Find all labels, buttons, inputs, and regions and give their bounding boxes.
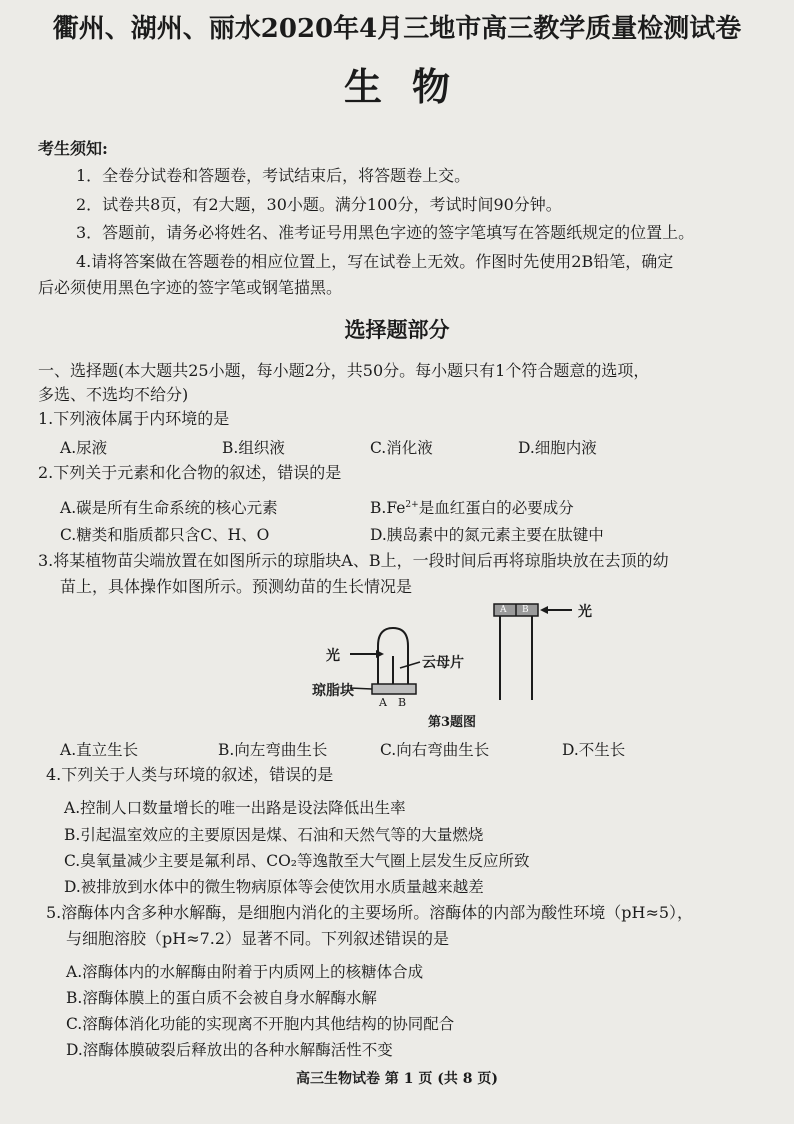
q1-option-d: D.细胞内液 [518,439,597,457]
q5-option-a: A.溶酶体内的水解酶由附着于内质网上的核糖体合成 [66,963,424,981]
fig-light-left: 光 [326,648,340,664]
q2-option-b-post: 是血红蛋白的必要成分 [418,499,574,517]
fig-caption: 第3题图 [428,715,477,730]
fig-label-b: B [398,696,407,709]
q3-stem-1: 3.将某植物苗尖端放置在如图所示的琼脂块A、B上，一段时间后再将琼脂块放在去顶的幼 [38,551,669,570]
q2-option-a: A.碳是所有生命系统的核心元素 [60,499,278,517]
q3-stem-2: 苗上，具体操作如图所示。预测幼苗的生长情况是 [60,577,413,596]
q3-option-b: B.向左弯曲生长 [218,741,328,759]
q3-option-a: A.直立生长 [60,741,139,759]
section-title: 选择题部分 [344,317,450,342]
light-arrow-right-head [540,606,548,614]
q4-option-d: D.被排放到水体中的微生物病原体等会使饮用水质量越来越差 [64,878,484,896]
instruction-4-cont: 后必须使用黑色字迹的签字笔或钢笔描黑。 [38,278,343,297]
q5-stem-2: 与细胞溶胶（pH≈7.2）显著不同。下列叙述错误的是 [66,929,450,948]
light-arrow-left-head [376,650,384,658]
page-footer: 高三生物试卷 第 1 页 (共 8 页) [296,1071,498,1087]
q1-option-b: B.组织液 [222,439,285,457]
q2-option-b-sup: 2+ [405,499,419,510]
instruction-3: 3．答题前，请务必将姓名、准考证号用黑色字迹的签字笔填写在答题纸规定的位置上。 [76,223,695,242]
exam-title: 衢州、湖州、丽水2020年4月三地市高三教学质量检测试卷 [52,14,742,44]
fig-right-label-a: A [500,605,507,615]
fig-mica-label: 云母片 [422,655,464,671]
fig-light-right: 光 [578,604,592,620]
q2-option-b [370,496,574,518]
q2-stem: 2.下列关于元素和化合物的叙述，错误的是 [38,463,342,482]
agar-blocks [372,684,416,694]
q2-option-c: C.糖类和脂质都只含C、H、O [60,526,270,544]
instruction-4: 4.请将答案做在答题卷的相应位置上，写在试卷上无效。作图时先使用2B铅笔，确定 [76,252,674,271]
fig-agar-label: 琼脂块 [312,683,354,699]
section-intro-1: 一、选择题(本大题共25小题，每小题2分，共50分。每小题只有1个符合题意的选项， [38,361,650,380]
q3-option-c: C.向右弯曲生长 [380,741,490,759]
q3-option-d: D.不生长 [562,741,626,759]
q4-option-a: A.控制人口数量增长的唯一出路是设法降低出生率 [64,799,406,817]
section-intro-2: 多选、不选均不给分) [38,385,189,404]
q2-option-b-pre: B.Fe [370,499,406,517]
q1-option-a: A.尿液 [60,439,108,457]
instructions-heading: 考生须知: [38,139,108,158]
q4-stem: 4.下列关于人类与环境的叙述，错误的是 [46,765,334,784]
instruction-1: 1．全卷分试卷和答题卷，考试结束后，将答题卷上交。 [76,166,471,185]
q2-option-d: D.胰岛素中的氮元素主要在肽键中 [370,526,604,544]
subject-title: 生物 [343,64,480,109]
q4-option-c: C.臭氧量减少主要是氟利昂、CO₂等逸散至大气圈上层发生反应所致 [64,852,530,870]
fig-right-label-b: B [522,605,529,615]
q5-option-d: D.溶酶体膜破裂后释放出的各种水解酶活性不变 [66,1041,393,1059]
instruction-2: 2．试卷共8页，有2大题，30小题。满分100分，考试时间90分钟。 [76,195,562,214]
fig-label-a: A [379,696,387,709]
q5-option-b: B.溶酶体膜上的蛋白质不会被自身水解酶水解 [66,989,377,1007]
q5-option-c: C.溶酶体消化功能的实现离不开胞内其他结构的协同配合 [66,1015,455,1033]
mica-pointer [400,662,420,668]
q1-option-c: C.消化液 [370,439,433,457]
q5-stem-1: 5.溶酶体内含多种水解酶，是细胞内消化的主要场所。溶酶体的内部为酸性环境（pH≈5）， [46,903,694,922]
q4-option-b: B.引起温室效应的主要原因是煤、石油和天然气等的大量燃烧 [64,826,484,844]
q1-stem: 1.下列液体属于内环境的是 [38,409,230,428]
